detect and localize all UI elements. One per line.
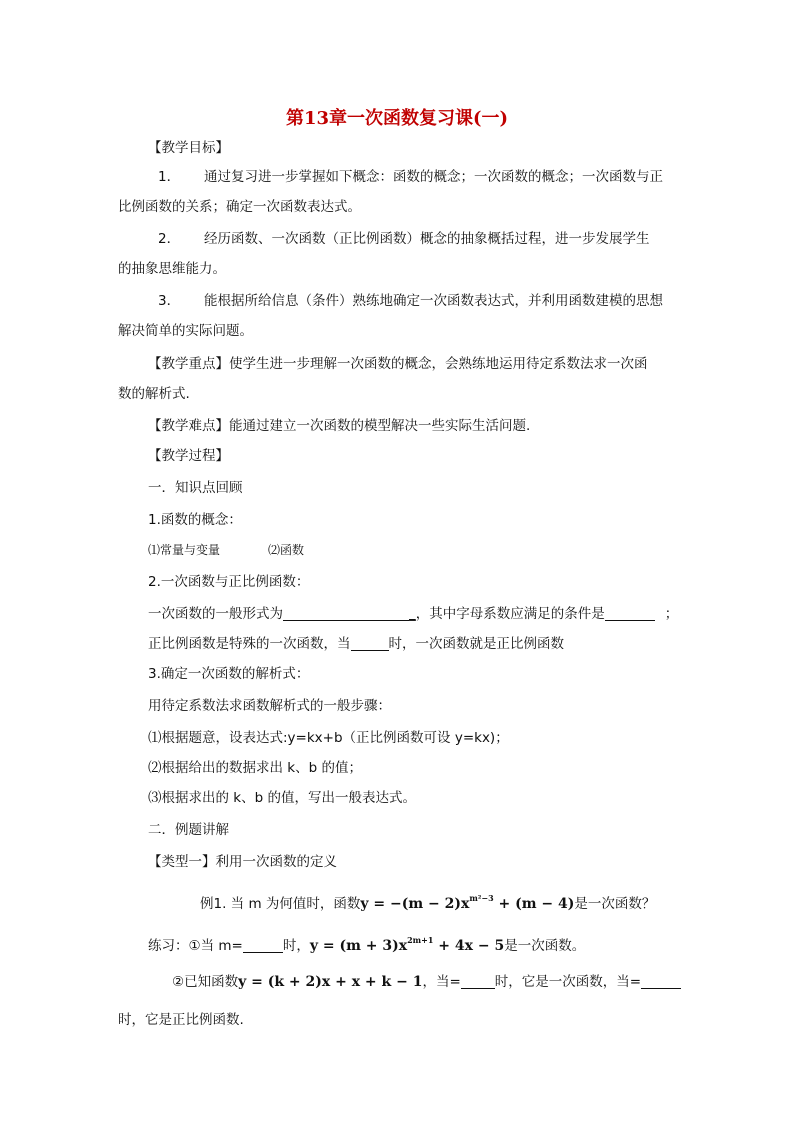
step-3: ⑶根据求出的 k、b 的值，写出一般表达式。 <box>148 790 416 806</box>
objective-3-line-2: 解决简单的实际问题。 <box>118 323 253 339</box>
subsection-1-items <box>148 540 304 560</box>
objective-3-line-1 <box>118 291 674 311</box>
difficulty-text: 能通过建立一次函数的模型解决一些实际生活问题. <box>229 418 531 434</box>
practice-2-text: 时，它是一次函数，当= <box>494 974 642 990</box>
method-intro: 用待定系数法求函数解析式的一般步骤： <box>148 698 391 714</box>
objective-2-line-1 <box>118 229 674 249</box>
example-1-formula-tail: + (m − 4) <box>493 896 575 912</box>
objective-1-number: 1． <box>158 169 181 185</box>
practice-2-line-2: 时，它是正比例函数. <box>118 1012 244 1028</box>
example-1-question: 例1. 当 m 为何值时，函数 <box>200 896 361 912</box>
key-point-line-1 <box>148 354 648 374</box>
practice-1-label: 练习：①当 m= <box>148 938 243 954</box>
proportional-blank[interactable] <box>351 636 389 651</box>
objectives-heading: 【教学目标】 <box>148 140 229 156</box>
example-1 <box>200 888 655 914</box>
condition-text: ，其中字母系数应满足的条件是 <box>415 606 605 622</box>
subsection-2-heading: 2.一次函数与正比例函数： <box>148 574 310 590</box>
practice-2-label: ②已知函数 <box>172 974 239 990</box>
key-point-label: 【教学重点】 <box>148 356 229 372</box>
semicolon: ； <box>664 606 679 622</box>
type-1-heading: 【类型一】利用一次函数的定义 <box>148 854 337 870</box>
example-1-formula: y = −(m − 2)x <box>360 896 470 912</box>
proportional-text: 正比例函数是特殊的一次函数，当 <box>148 636 351 652</box>
subsection-3-heading: 3.确定一次函数的解析式： <box>148 666 310 682</box>
objective-1-line-1 <box>118 167 674 187</box>
item-constants-variables: ⑴常量与变量 <box>148 543 221 557</box>
practice-2-formula: y = (k + 2)x + x + k − 1 <box>238 974 423 990</box>
example-1-question-end: 是一次函数？ <box>574 896 656 912</box>
key-point-line-2: 数的解析式. <box>118 386 190 402</box>
general-form-text: 一次函数的一般形式为 <box>148 606 283 622</box>
item-function: ⑵函数 <box>268 543 305 557</box>
key-point-text: 使学生进一步理解一次函数的概念，会熟练地运用待定系数法求一次函 <box>229 356 648 372</box>
condition-blank[interactable] <box>605 606 655 621</box>
step-1: ⑴根据题意，设表达式:y=kx+b（正比例函数可设 y=kx)； <box>148 730 509 746</box>
subsection-1-heading: 1.函数的概念： <box>148 512 242 528</box>
practice-2-line-1 <box>172 972 681 992</box>
objective-1-line-2: 比例函数的关系；确定一次函数表达式。 <box>118 199 361 215</box>
difficulty-line <box>148 416 530 436</box>
objective-3-number: 3． <box>158 293 181 309</box>
practice-1-end: 是一次函数。 <box>504 938 586 954</box>
step-2: ⑵根据给出的数据求出 k、b 的值； <box>148 760 362 776</box>
general-form-blank[interactable] <box>283 606 409 621</box>
objective-2-number: 2． <box>158 231 181 247</box>
practice-1-formula-tail: + 4x − 5 <box>433 938 505 954</box>
practice-2-when: ，当= <box>422 974 461 990</box>
example-1-exponent: m²−3 <box>469 893 494 903</box>
objective-2-text: 经历函数、一次函数（正比例函数）概念的抽象概括过程，进一步发展学生 <box>204 231 650 247</box>
practice-1-blank[interactable] <box>243 938 283 953</box>
proportional-line <box>148 634 564 654</box>
difficulty-label: 【教学难点】 <box>148 418 229 434</box>
objective-1-text: 通过复习进一步掌握如下概念：函数的概念；一次函数的概念；一次函数与正 <box>204 169 663 185</box>
objective-3-text: 能根据所给信息（条件）熟练地确定一次函数表达式，并利用函数建模的思想 <box>204 293 663 309</box>
practice-1-when: 时， <box>282 938 310 954</box>
objective-2-line-2: 的抽象思维能力。 <box>118 261 226 277</box>
practice-2-blank-1[interactable] <box>461 974 495 989</box>
practice-2-blank-2[interactable] <box>641 974 681 989</box>
section-1-heading: 一．知识点回顾 <box>148 480 243 496</box>
practice-1-formula: y = (m + 3)x <box>309 938 408 954</box>
proportional-text-2: 时，一次函数就是正比例函数 <box>388 636 564 652</box>
document-title: 第13章一次函数复习课(一) <box>285 108 509 129</box>
practice-1-exponent: 2m+1 <box>407 935 434 945</box>
process-heading: 【教学过程】 <box>148 448 229 464</box>
section-2-heading: 二．例题讲解 <box>148 822 229 838</box>
general-form-line: 一次函数的一般形式为 _，其中字母系数应满足的条件是 ； <box>148 606 679 622</box>
practice-1 <box>148 930 585 956</box>
